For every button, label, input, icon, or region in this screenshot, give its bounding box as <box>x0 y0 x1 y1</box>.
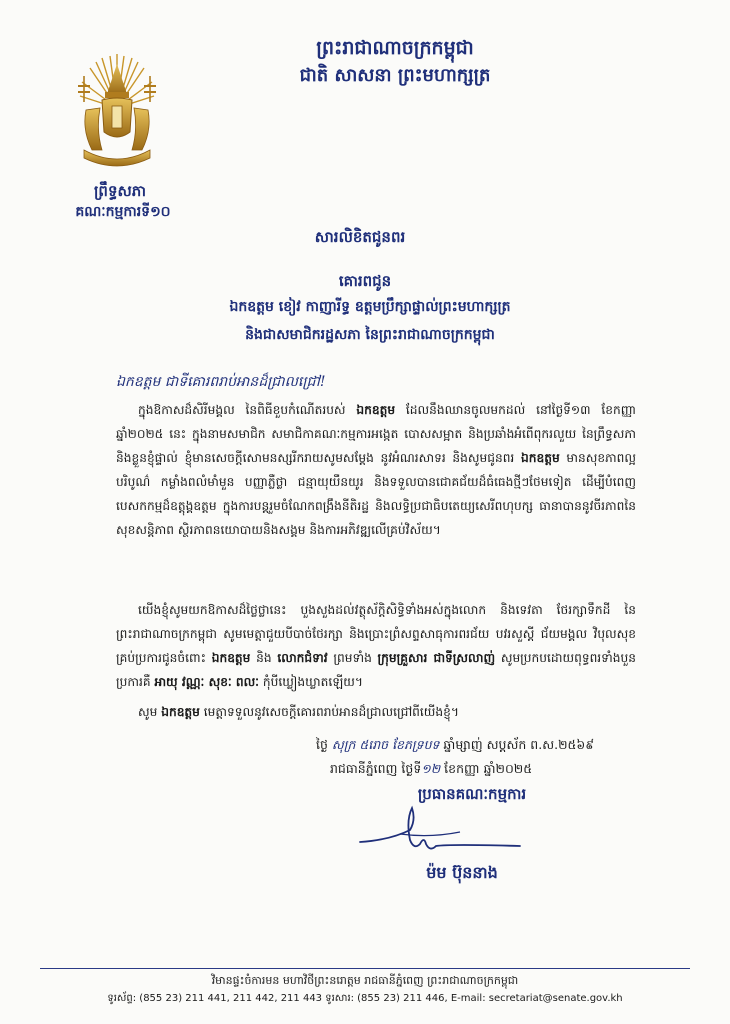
royal-arms-emblem-icon <box>72 46 162 176</box>
recipient-line-2: និងជាសមាជិករដ្ឋសភា នៃព្រះរាជាណាចក្រកម្ពុជា <box>245 327 495 343</box>
signatory-title: ប្រធានគណៈកម្មការ <box>417 785 527 803</box>
national-motto: ជាតិ សាសនា ព្រះមហាក្សត្រ <box>299 65 491 86</box>
kingdom-title: ព្រះរាជាណាចក្រកម្ពុជា <box>316 37 474 59</box>
footer-divider <box>40 968 690 969</box>
footer-address: វិមានផ្ទះចំការមន មហាវិថីព្រះនរោត្តម រាជធានីភ្នំពេញ ព្រះរាជាណាចក្រកម្ពុជា <box>211 974 519 987</box>
solar-date: រាជធានីភ្នំពេញ ថ្ងៃទី១២ ខែកញ្ញា ឆ្នាំ២០២៥ <box>330 761 533 776</box>
senate-name: ព្រឹទ្ធសភា <box>93 182 147 200</box>
lunar-date: ថ្ងៃ សុក្រ ៥រោច ខែភទ្របទ ឆ្នាំម្សាញ់ សប្តស័ក ព.ស.២៥៦៩ <box>316 737 595 752</box>
body-paragraph-1: ក្នុងឱកាសដ៏សិរីមង្គល នៃពិធីខួបកំណើតរបស់ ឯកឧត្តម ដែលនឹងឈានចូលមកដល់ នៅថ្ងៃទី១៣ ខែកញ្ញា ឆ្នាំ២០២៥ នេះ ក្នុងនាមសមាជិក សមាជិកាគណៈកម្មការអង្កេត បោសសម្អាត និងប្រឆាំងអំពើពុករលួយ នៃព្រឹទ្ធសភា និងខ្លួនខ្ញុំផ្ទាល់ ខ្ញុំមានសេចក្ដីសោមនស្សរីករាយសូមសម្ដែង នូវអំណរសាទរ និងសូមជូនពរ ឯកឧត្តម មានសុខភាពល្អបរិបូណ៌ កម្លាំងពលំមាំមួន បញ្ញាភ្លឺថ្លា ជន្មាយុយឺនយូរ និងទទួលបានជោគជ័យដ៏ធំធេងថ្មីៗថែមទៀត ដើម្បីបំពេញបេសកកម្មដ៏ឧត្ដុង្គឧត្ដម ក្នុងការបន្តរួមចំណែកពង្រឹងនីតិរដ្ឋ និងលទ្ធិប្រជាធិបតេយ្យសេរីពហុបក្ស ធានាបាននូវចីរភាពនៃ សុខសន្តិភាព ស្ថិរភាពនយោបាយនិងសង្គម និងការអភិវឌ្ឍលើគ្រប់វិស័យ។ <box>116 403 636 537</box>
honorific-address: គោរពជូន <box>338 272 392 290</box>
signatory-name: ម៉ម ប៊ុននាង <box>426 863 498 882</box>
salutation: ឯកឧត្តម ជាទីគោរពរាប់អានដ៏ជ្រាលជ្រៅ! <box>116 374 326 390</box>
closing-paragraph: សូម ឯកឧត្តម មេត្តាទទួលនូវសេចក្តីគោរពរាប់អានដ៏ជ្រាលជ្រៅពីយើងខ្ញុំ។ <box>138 705 459 719</box>
letter-type: សារលិខិតជូនពរ <box>314 228 406 246</box>
recipient-line-1: ឯកឧត្តម ខៀវ កាញារីទ្ធ ឧត្តមប្រឹក្សាផ្ទាល់ព្រះមហាក្សត្រ <box>229 299 511 315</box>
commission-name: គណៈកម្មការទី១០ <box>75 204 171 220</box>
body-paragraph-2: យើងខ្ញុំសូមយកឱកាសដ៏ថ្លៃថ្លានេះ បួងសួងដល់វត្ថុស័ក្ដិសិទ្ធិទាំងអស់ក្នុងលោក និងទេវតា ថែរក្សាទឹកដី នៃព្រះរាជាណាចក្រកម្ពុជា សូមមេត្តាជួយបីបាច់ថែរក្សា និងប្រោះព្រំសព្ទសាធុការពរជ័យ បវរសួស្ដី ជ័យមង្គល វិបុលសុខគ្រប់ប្រការជូនចំពោះ ឯកឧត្តម និង លោកជំទាវ ព្រមទាំង ក្រុមគ្រួសារ ជាទីស្រលាញ់ សូមប្រកបដោយពុទ្ធពរទាំងបួនប្រការគឺ អាយុ វណ្ណៈ សុខៈ ពលៈ កុំបីឃ្លៀងឃ្លាតឡើយ។ <box>116 603 636 689</box>
footer-contact: ទូរស័ព្ទ: (855 23) 211 441, 211 442, 211 443 ទូរសារ: (855 23) 211 446, E-mail: secretariat@senate.gov.kh <box>107 993 623 1004</box>
